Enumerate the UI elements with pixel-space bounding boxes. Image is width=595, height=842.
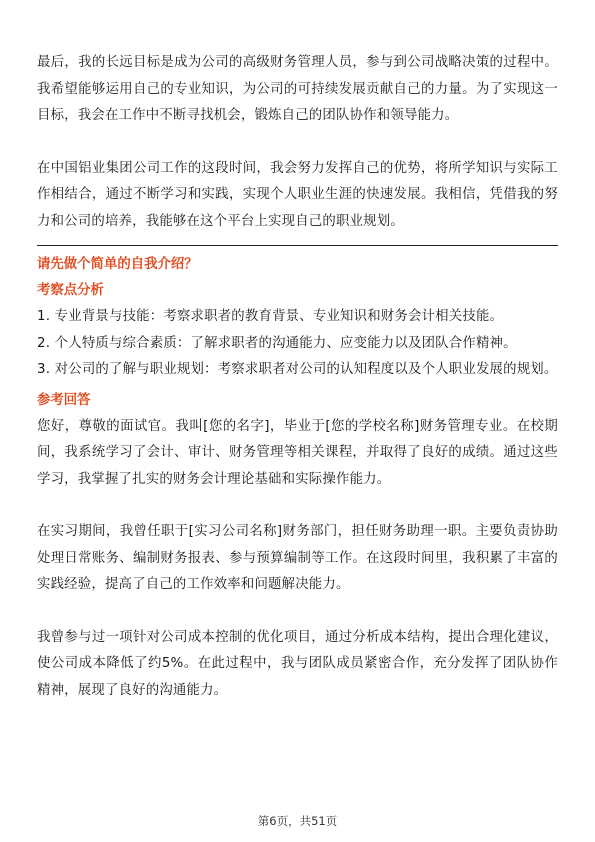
answer-heading: 参考回答 [37,392,91,408]
analysis-point: 2. 个人特质与综合素质：了解求职者的沟通能力、应变能力以及团队合作精神。 [37,335,517,351]
section-divider [37,245,558,246]
analysis-list [37,304,558,384]
intro-paragraph: 最后，我的长远目标是成为公司的高级财务管理人员，参与到公司战略决策的过程中。我希望能够运用自己的专业知识，为公司的可持续发展贡献自己的力量。为了实现这一目标，我会在工作中不断寻找机会，锻炼自己的团队协作和领导能力。 [37,55,558,123]
analysis-point: 1. 专业背景与技能：考察求职者的教育背景、专业知识和财务会计相关技能。 [37,309,504,324]
intro-paragraph: 在中国铝业集团公司工作的这段时间，我会努力发挥自己的优势，将所学知识与实际工作相结合，通过不断学习和实践，实现个人职业生涯的快速发展。我相信，凭借我的努力和公司的培养，我能够在这个平台上实现自己的职业规划。 [37,160,558,229]
document-page [37,50,558,704]
answer-paragraph: 在实习期间，我曾任职于[实习公司名称]财务部门，担任财务助理一职。主要负责协助处理日常账务、编制财务报表、参与预算编制等工作。在这段时间里，我积累了丰富的实践经验，提高了自己的工作效率和问题解决能力。 [37,524,558,592]
interview-question: 请先做个简单的自我介绍？ [37,257,198,272]
answer-paragraph: 您好，尊敬的面试官。我叫[您的名字]，毕业于[您的学校名称]财务管理专业。在校期间，我系统学习了会计、审计、财务管理等相关课程，并取得了良好的成绩。通过这些学习，我掌握了扎实的财务会计理论基础和实际操作能力。 [37,418,558,487]
page-number: 第6页，共51页 [257,814,338,828]
answer-paragraph: 我曾参与过一项针对公司成本控制的优化项目，通过分析成本结构，提出合理化建议，使公司成本降低了约5%。在此过程中，我与团队成员紧密合作，充分发挥了团队协作精神，展现了良好的沟通能力。 [37,629,558,698]
analysis-point: 3. 对公司的了解与职业规划：考察求职者对公司的认知程度以及个人职业发展的规划。 [37,362,558,377]
analysis-heading: 考察点分析 [37,283,104,298]
